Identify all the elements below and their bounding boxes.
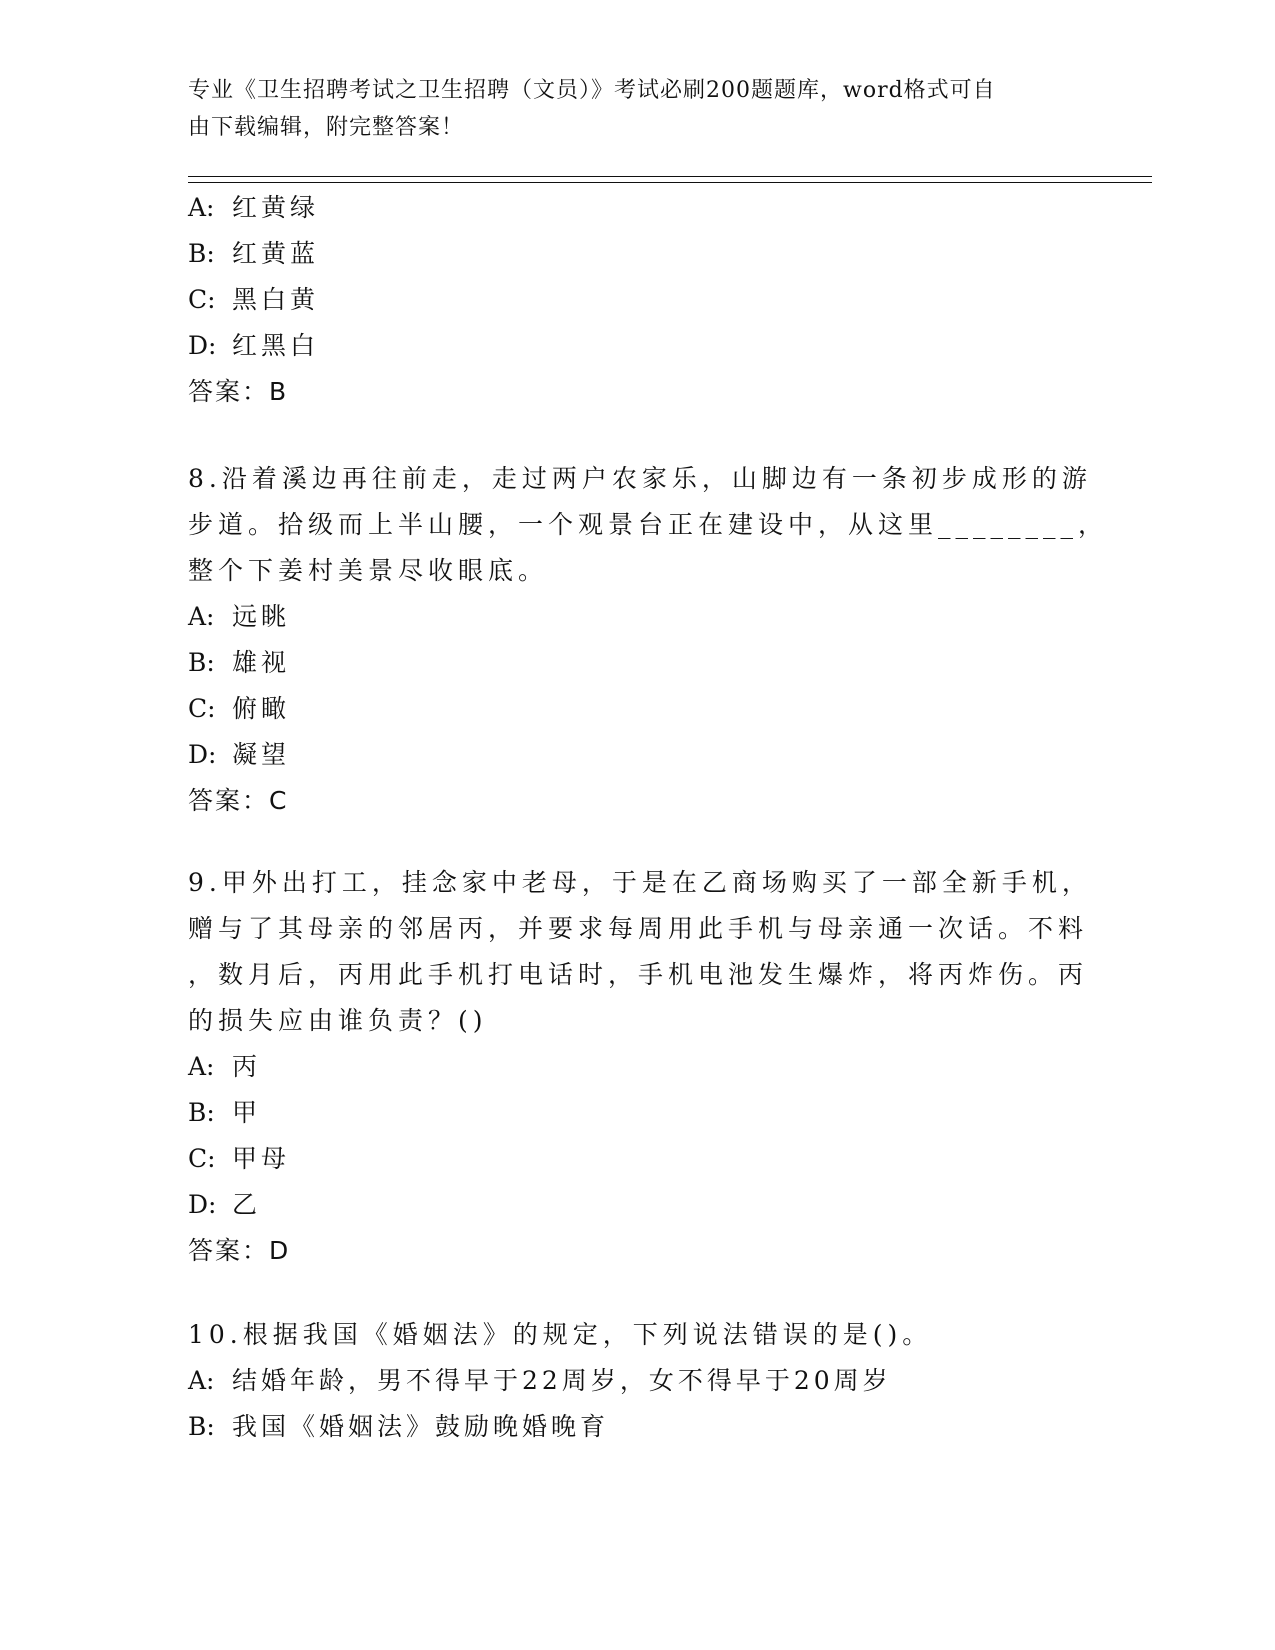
option-c [188,277,1068,323]
option-a [188,185,1068,231]
option-d [188,732,1068,778]
option-c [188,686,1068,732]
stem-line: ，数月后，丙用此手机打电话时，手机电池发生爆炸，将丙炸伤。丙 [188,960,1089,989]
stem-line: 的损失应由谁负责？() [188,1006,488,1035]
option-b [188,1090,1068,1136]
answer-line: 答案：D [188,1236,291,1265]
header-line-2: 由下载编辑，附完整答案！ [188,115,465,140]
question-10 [188,1312,1068,1450]
answer-line: 答案：B [188,377,289,406]
option-text: 黑白黄 [232,285,320,314]
option-text: 我国《婚姻法》鼓励晚婚晚育 [232,1412,610,1441]
option-text: 丙 [232,1052,262,1081]
option-b [188,1404,1068,1450]
option-d [188,1182,1068,1228]
option-text: 雄视 [232,648,291,677]
answer-line: 答案：C [188,786,289,815]
option-label: B: [188,648,215,677]
option-b [188,640,1068,686]
question-stem [188,456,1109,594]
option-text: 甲母 [232,1144,291,1173]
question-stem [188,860,1092,1044]
header-divider-bottom [188,182,1152,183]
option-text: 红黄绿 [232,193,320,222]
option-label: D: [188,740,217,769]
option-text: 凝望 [232,740,291,769]
option-label: A: [188,602,215,631]
header-line-1: 专业《卫生招聘考试之卫生招聘（文员）》考试必刷200题题库，word格式可自 [188,78,996,103]
option-label: C: [188,694,216,723]
option-b [188,231,1068,277]
option-text: 甲 [232,1098,262,1127]
option-label: A: [188,1366,215,1395]
option-text: 红黑白 [232,331,320,360]
stem-line: 赠与了其母亲的邻居丙，并要求每周用此手机与母亲通一次话。不料 [188,914,1089,943]
option-text: 红黄蓝 [232,239,320,268]
question-stem [188,1312,1068,1358]
option-label: D: [188,331,217,360]
option-c [188,1136,1068,1182]
option-label: B: [188,239,215,268]
document-header [188,72,1068,146]
option-text: 俯瞰 [232,694,291,723]
option-text: 结婚年龄，男不得早于22周岁，女不得早于20周岁 [232,1366,892,1395]
option-d [188,323,1068,369]
question-8 [188,456,1109,824]
option-text: 乙 [232,1190,262,1219]
stem-line: 8.沿着溪边再往前走，走过两户农家乐，山脚边有一条初步成形的游 [188,464,1092,493]
option-a [188,1044,1068,1090]
question-9 [188,860,1092,1274]
option-label: C: [188,285,216,314]
option-label: B: [188,1412,215,1441]
stem-line: 整个下姜村美景尽收眼底。 [188,556,549,585]
header-divider-top [188,176,1152,177]
option-label: A: [188,1052,215,1081]
question-7 [188,185,1068,415]
option-label: B: [188,1098,215,1127]
stem-line: 9.甲外出打工，挂念家中老母，于是在乙商场购买了一部全新手机， [188,868,1092,897]
option-label: C: [188,1144,216,1173]
stem-line: 10.根据我国《婚姻法》的规定，下列说法错误的是()。 [188,1320,933,1349]
option-a [188,594,1068,640]
stem-line: 步道。拾级而上半山腰，一个观景台正在建设中，从这里________， [188,510,1109,539]
option-text: 远眺 [232,602,291,631]
option-label: A: [188,193,215,222]
option-label: D: [188,1190,217,1219]
option-a [188,1358,1068,1404]
